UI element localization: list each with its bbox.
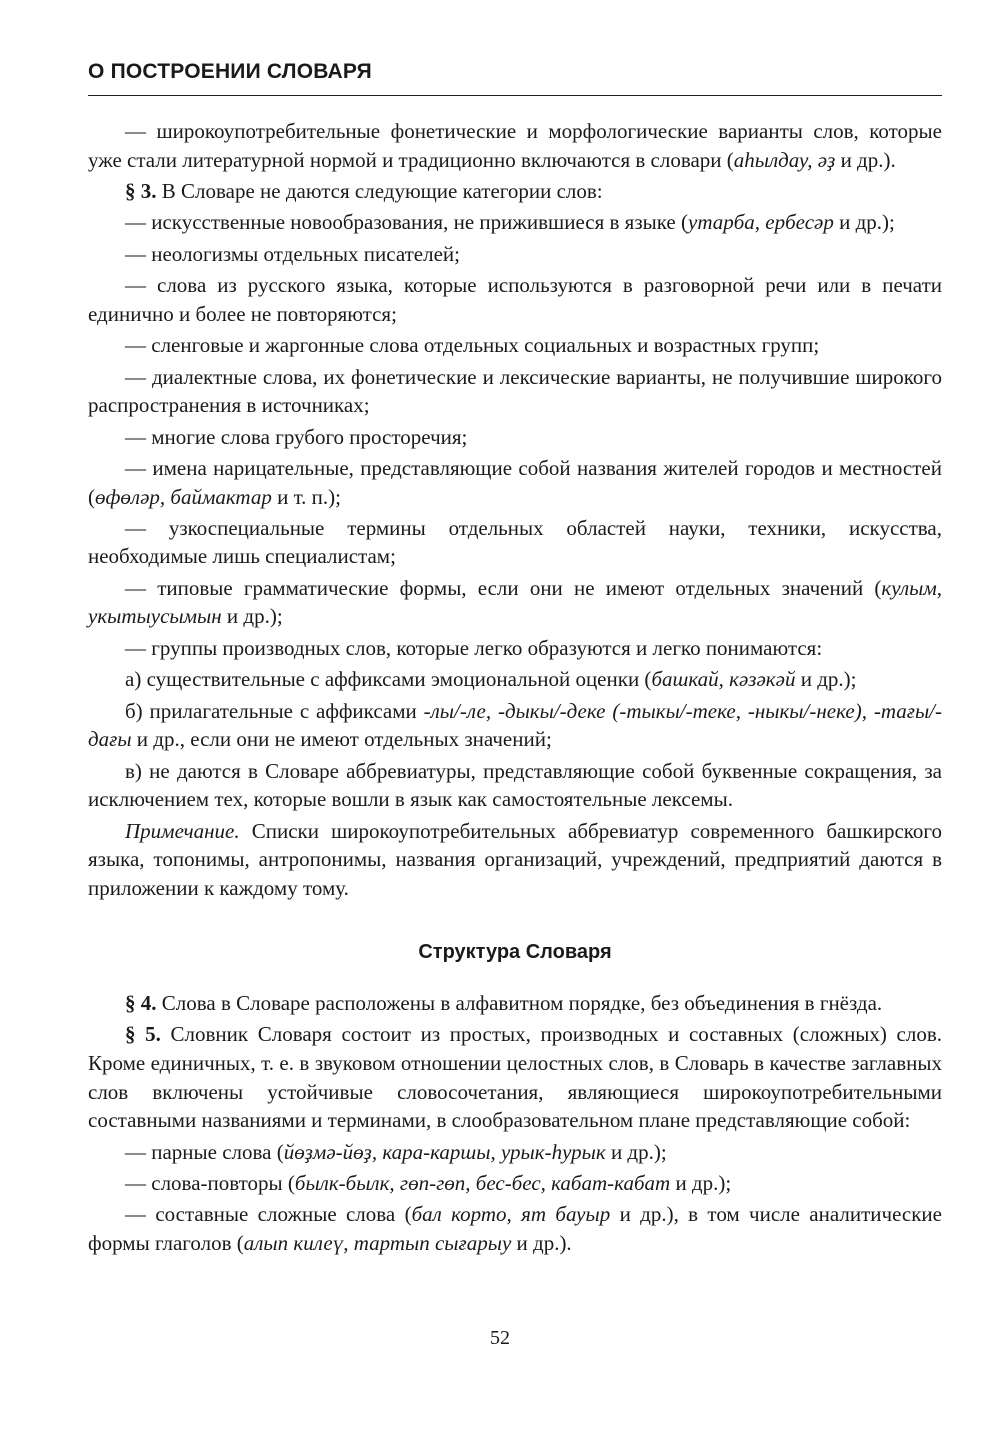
note-label: Примечание. (125, 818, 240, 843)
header-rule (88, 95, 942, 96)
list-item: — искусственные новообразования, не прижившиеся в языке (утарба, ербесәр и др.); (125, 210, 895, 235)
list-item: — многие слова грубого просторечия; (125, 424, 468, 449)
section-number: § 3. (125, 178, 157, 203)
list-item: — составные сложные слова (бал корто, ят бауыр и др.), в том числе аналитические формы глаголов (алып килеү, тартып сығарыу и др.). (88, 1202, 942, 1255)
section-paragraph: § 3. В Словаре не даются следующие категории слов: (125, 178, 603, 203)
list-item: — неологизмы отдельных писателей; (125, 241, 460, 266)
section-number: § 4. (125, 990, 157, 1015)
section-title: Структура Словаря (418, 941, 612, 964)
list-item: — группы производных слов, которые легко образуются и легко понимаются: (125, 635, 823, 660)
section-number: § 5. (125, 1022, 161, 1047)
list-item: а) существительные с аффиксами эмоциональной оценки (башкай, кәзәкәй и др.); (125, 667, 857, 692)
list-item: — типовые грамматические формы, если они не имеют отдельных значений (кулым, укытыусымын и др.); (88, 575, 942, 629)
list-item: — сленговые и жаргонные слова отдельных социальных и возрастных групп; (125, 333, 820, 358)
example-words: утарба, ербесәр (688, 210, 834, 235)
list-item: — слова-повторы (былк-былк, гөп-гөп, бес-бес, кабат-кабат и др.); (125, 1170, 732, 1195)
list-item: — слова из русского языка, которые используются в разговорной речи или в печати единично и более не повторяются; (88, 273, 942, 326)
example-words: бал корто, ят бауыр (411, 1202, 611, 1227)
list-item: — диалектные слова, их фонетические и лексические варианты, не получившие широкого распространения в источниках; (88, 364, 942, 418)
example-words: йөҙмә-йөҙ, кара-каршы, урык-һурык (283, 1139, 606, 1164)
list-item: б) прилагательные с аффиксами -лы/-ле, -дыкы/-деке (-тыкы/-теке, -ныкы/-неке), -тағы/-дағы и др., если они не имеют отдельных значений; (88, 698, 942, 752)
page-number: 52 (490, 1327, 510, 1349)
note-paragraph: Примечание. Списки широкоупотребительных аббревиатур современного башкирского языка, топонимы, антропонимы, названия организаций, учреждений, предприятий даются в приложении к каждому тому. (88, 818, 942, 900)
list-item: — узкоспециальные термины отдельных областей науки, техники, искусства, необходимые лишь специалистам; (88, 515, 942, 569)
section-paragraph: § 5. Словник Словаря состоит из простых, производных и составных (сложных) слов. Кроме единичных, т. е. в звуковом отношении целостных слов, в Словарь в качестве заглавных слов включены устойчивые словосочетания, являющиеся широкоупотребительными составными названиями и терминами, в слообразовательном плане представляющие собой: (88, 1022, 943, 1133)
example-words: кулым, укытыусымын (88, 575, 942, 629)
list-item: в) не даются в Словаре аббревиатуры, представляющие собой буквенные сокращения, за исключением тех, которые вошли в язык как самостоятельные лексемы. (88, 758, 942, 812)
example-words: алып килеү, тартып сығарыу (243, 1230, 512, 1255)
section-paragraph: § 4. Слова в Словаре расположены в алфавитном порядке, без объединения в гнёзда. (125, 990, 883, 1015)
example-affixes: -лы/-ле, -дыкы/-деке (-тыкы/-теке, -ныкы/-неке), -тағы/-дағы (88, 698, 942, 752)
example-words: башкай, кәзәкәй (651, 667, 796, 692)
example-words: өфөләр, баймактар (95, 484, 272, 509)
running-head: О ПОСТРОЕНИИ СЛОВАРЯ (88, 60, 372, 83)
list-item: — имена нарицательные, представляющие собой названия жителей городов и местностей (өфөләр, баймактар и т. п.); (88, 455, 942, 509)
paragraph: — широкоупотребительные фонетические и морфологические варианты слов, которые уже стали литературной нормой и традиционно включаются в словари (аһылдау, әҙ и др.). (88, 119, 942, 172)
example-words: былк-былк, гөп-гөп, бес-бес, кабат-кабат (294, 1170, 671, 1195)
example-words: аһылдау, әҙ (733, 147, 836, 172)
body-text (88, 117, 942, 1258)
list-item: — парные слова (йөҙмә-йөҙ, кара-каршы, урык-һурык и др.); (125, 1139, 667, 1164)
